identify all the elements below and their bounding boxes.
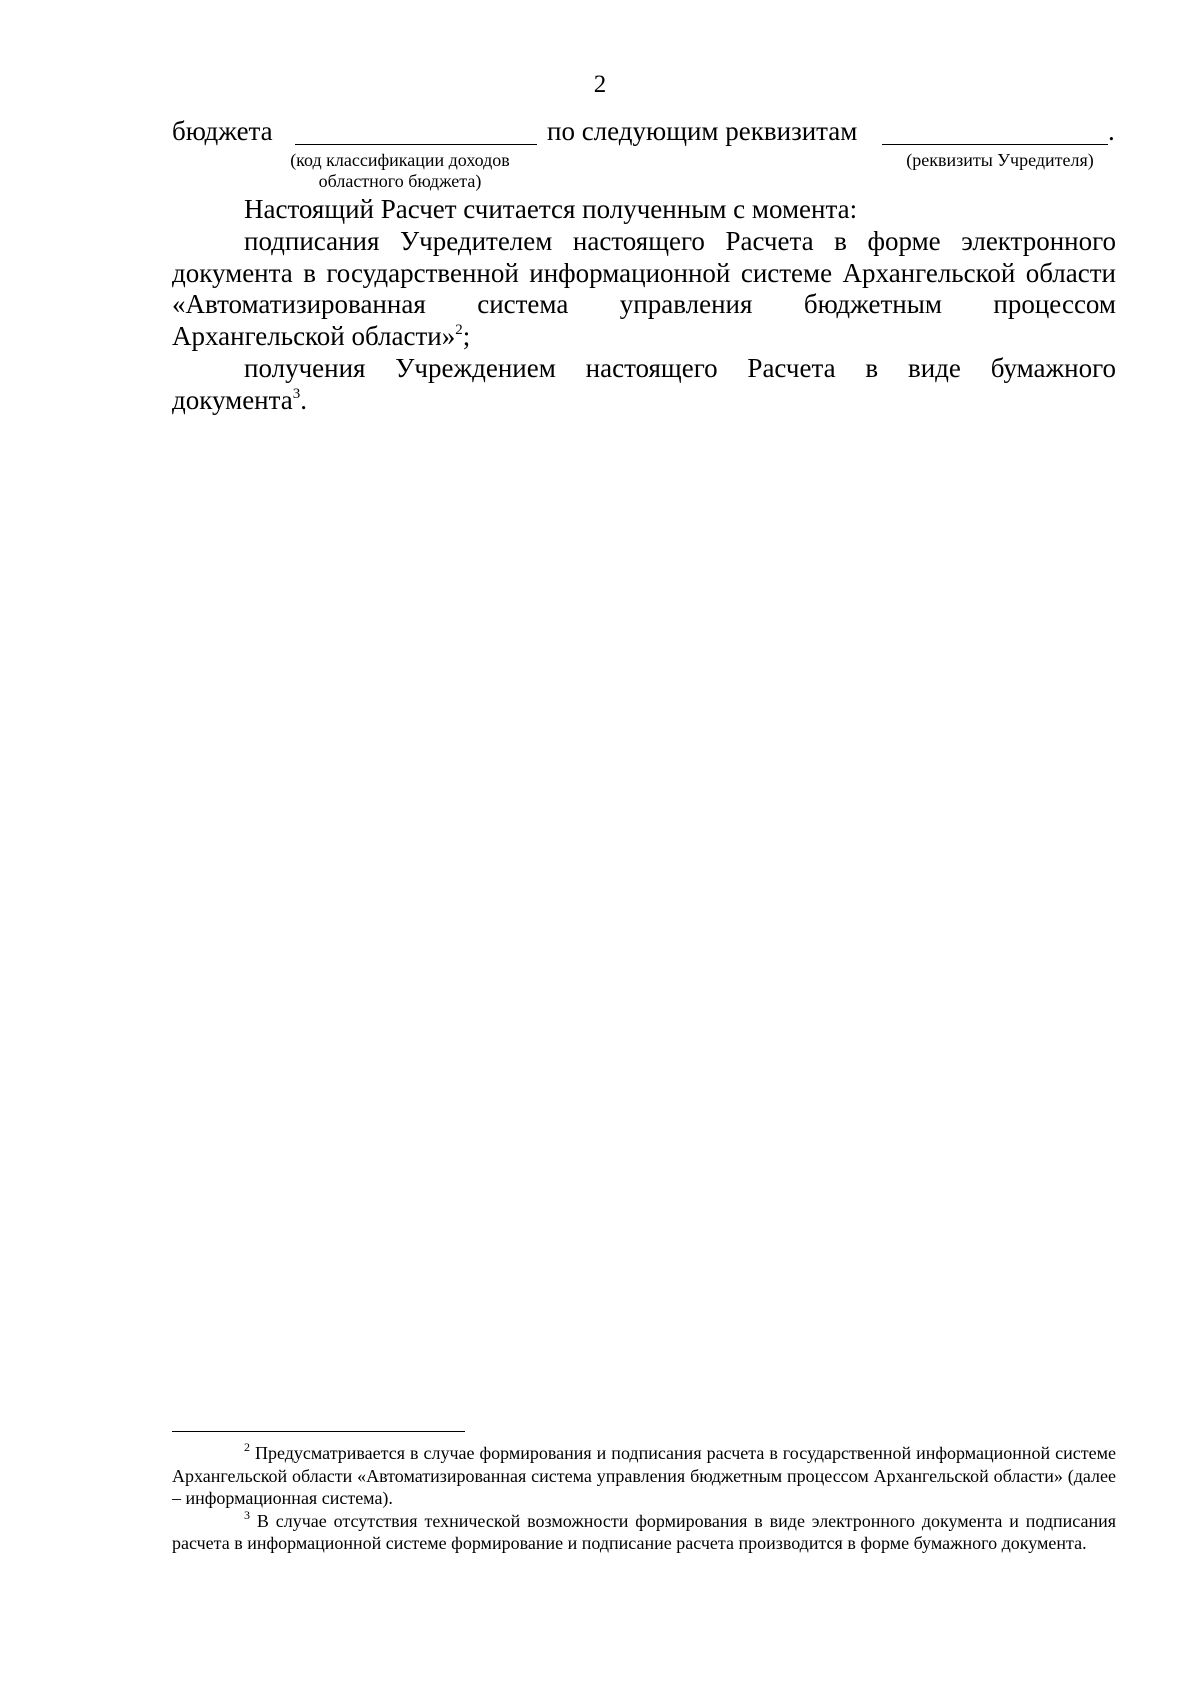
requisites-suffix: . xyxy=(1108,116,1115,146)
footnote-mark-3: 3 xyxy=(244,1507,250,1522)
paragraph-paper-receipt xyxy=(172,353,1116,417)
footnote-text-2: Предусматривается в случае формирования и подписания расчета в государственной информационной системе Архангельской области «Автоматизированная система управления бюджетным процессом Архангельской области» (далее – информационная система). xyxy=(172,1443,1117,1508)
founder-requisites-blank xyxy=(882,144,1108,145)
requisites-line xyxy=(172,116,1116,150)
budget-code-caption xyxy=(250,150,550,192)
budget-code-blank xyxy=(295,144,537,145)
requisites-prefix: бюджета xyxy=(172,116,273,146)
requisites-middle: по следующим реквизитам xyxy=(547,116,858,146)
paragraph-paper-receipt-end: . xyxy=(300,384,307,415)
footnote-2 xyxy=(172,1442,1116,1510)
budget-code-caption-line1: (код классификации доходов xyxy=(290,150,510,170)
paragraph-electronic-signing-text: подписания Учредителем настоящего Расчета в форме электронного документа в государственной информационной системе Архангельской области «Автоматизированная система управления бюджетным процессом Архангельской области» xyxy=(172,225,1116,352)
paragraph-electronic-signing-end: ; xyxy=(462,321,471,352)
paragraph-paper-receipt-text: получения Учреждением настоящего Расчета в виде бумажного документа xyxy=(172,352,1116,415)
footnote-mark-2: 2 xyxy=(244,1440,250,1454)
paragraph-electronic-signing xyxy=(172,226,1116,353)
footnote-separator xyxy=(172,1431,465,1432)
paragraph-receipt-moment: Настоящий Расчет считается полученным с момента: xyxy=(244,194,858,224)
body-text xyxy=(172,194,1116,417)
footnote-ref-2: 2 xyxy=(455,322,463,339)
footnotes xyxy=(172,1442,1116,1555)
footnote-text-3: В случае отсутствия технической возможности формирования в виде электронного документа и подписания расчета в информационной системе формирование и подписание расчета производится в форме бумажного документа. xyxy=(172,1510,1116,1553)
footnote-ref-3: 3 xyxy=(292,385,301,402)
page-number: 2 xyxy=(593,71,607,98)
founder-requisites-caption: (реквизиты Учредителя) xyxy=(906,150,1094,170)
footnote-3 xyxy=(172,1507,1116,1555)
budget-code-caption-line2: областного бюджета) xyxy=(318,171,482,191)
